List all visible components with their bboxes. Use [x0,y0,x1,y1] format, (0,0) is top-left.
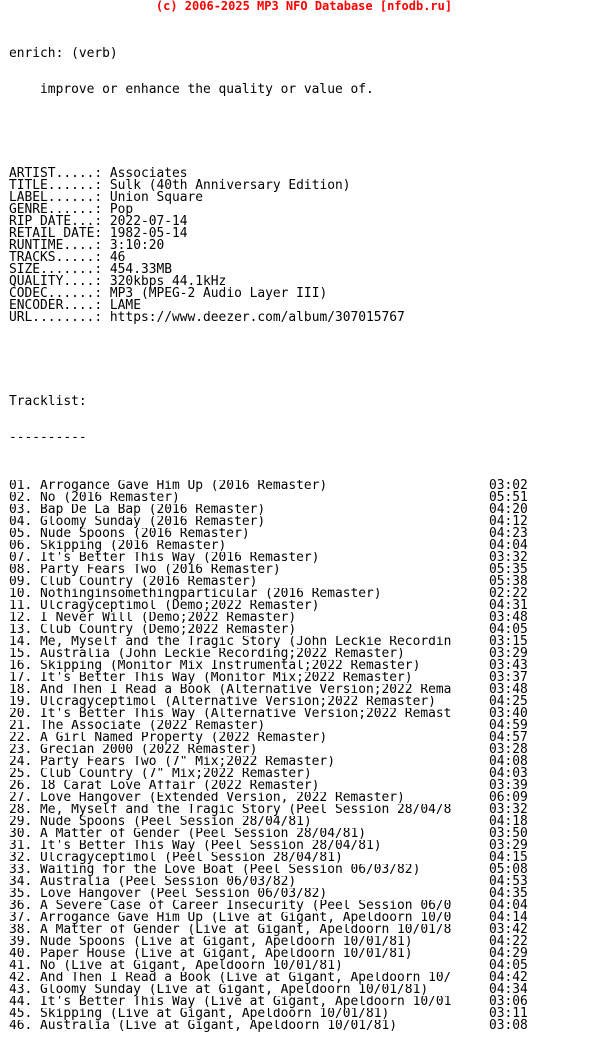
tag-value: LAME [109,298,141,313]
track-duration: 03:42 [489,922,528,937]
tag-key: TITLE......: [9,178,110,193]
track-title: 25. Club Country (7" Mix;2022 Remaster) [9,768,312,780]
tag-key: SIZE.......: [9,262,110,277]
track-duration: 04:08 [489,754,528,769]
tag-key: GENRE......: [9,202,110,217]
track-row [9,540,529,552]
track-title: 12. I Never Will (Demo;2022 Remaster) [9,612,297,624]
track-duration: 03:43 [489,658,528,673]
tag-value: https://www.deezer.com/album/307015767 [109,310,405,325]
track-row [9,504,529,516]
track-duration: 06:09 [489,790,528,805]
track-title: 23. Grecian 2000 (2022 Remaster) [9,744,258,756]
track-row [9,972,529,984]
track-title: 36. A Severe Case of Career Insecurity (Peel Session 06/0 [9,900,452,912]
track-row [9,816,529,828]
track-title: 09. Club Country (2016 Remaster) [9,576,258,588]
track-duration: 04:12 [489,514,528,529]
tag-value: Union Square [109,190,204,205]
track-title: 43. Gloomy Sunday (Live at Gigant, Apeldoorn 10/01/81) [9,984,429,996]
track-duration: 03:08 [489,1018,528,1033]
track-duration: 03:50 [489,826,528,841]
track-title: 22. A Girl Named Property (2022 Remaster) [9,732,328,744]
track-duration: 05:08 [489,862,528,877]
tag-key: RIP DATE...: [9,214,110,229]
spacer [9,120,529,132]
track-row [9,708,529,720]
track-title: 05. Nude Spoons (2016 Remaster) [9,528,250,540]
track-duration: 04:57 [489,730,528,745]
site-credit-header: (c) 2006-2025 MP3 NFO Database [nfodb.ru] [155,0,453,13]
track-title: 42. And Then I Read a Book (Live at Gigant, Apeldoorn 10/ [9,972,452,984]
track-row [9,732,529,744]
track-duration: 03:11 [489,1006,528,1021]
track-row [9,888,529,900]
track-duration: 04:14 [489,910,528,925]
track-row [9,936,529,948]
track-row [9,792,529,804]
track-title: 32. Ulcragyceptimol (Peel Session 28/04/81) [9,852,343,864]
track-row [9,636,529,648]
track-title: 15. Australia (John Leckie Recording;2022 Remaster) [9,648,405,660]
track-duration: 05:51 [489,490,528,505]
track-duration: 04:15 [489,850,528,865]
tag-key: RUNTIME....: [9,238,110,253]
tag-value: 1982-05-14 [109,226,188,241]
track-title: 04. Gloomy Sunday (2016 Remaster) [9,516,266,528]
tag-value: 3:10:20 [109,238,165,253]
track-row [9,744,529,756]
track-row [9,828,529,840]
track-row [9,852,529,864]
release-tags [9,168,529,324]
track-title: 21. The Associate (2022 Remaster) [9,720,266,732]
track-title: 17. It's Better This Way (Monitor Mix;2022 Remaster) [9,672,413,684]
track-title: 27. Love Hangover (Extended Version, 2022 Remaster) [9,792,405,804]
track-row [9,912,529,924]
track-duration: 04:18 [489,814,528,829]
track-title: 38. A Matter of Gender (Live at Gigant, Apeldoorn 10/01/8 [9,924,452,936]
track-row [9,648,529,660]
track-duration: 03:40 [489,706,528,721]
track-row [9,528,529,540]
track-title: 13. Club Country (Demo;2022 Remaster) [9,624,297,636]
track-duration: 03:39 [489,778,528,793]
track-title: 33. Waiting for the Love Boat (Peel Session 06/03/82) [9,864,421,876]
track-duration: 04:35 [489,886,528,901]
track-title: 24. Party Fears Two (7" Mix;2022 Remaster) [9,756,335,768]
track-row [9,696,529,708]
tag-value: MP3 (MPEG-2 Audio Layer III) [109,286,328,301]
track-row [9,768,529,780]
track-row [9,900,529,912]
tag-row [9,312,529,324]
track-title: 46. Australia (Live at Gigant, Apeldoorn 10/01/81) [9,1020,398,1032]
track-duration: 04:53 [489,874,528,889]
track-duration: 03:32 [489,802,528,817]
track-duration: 04:25 [489,694,528,709]
track-title: 41. No (Live at Gigant, Apeldoorn 10/01/81) [9,960,343,972]
track-title: 20. It's Better This Way (Alternative Version;2022 Remast [9,708,452,720]
track-row [9,984,529,996]
track-title: 01. Arrogance Gave Him Up (2016 Remaster) [9,480,328,492]
track-duration: 03:28 [489,742,528,757]
track-row [9,840,529,852]
track-duration: 03:37 [489,670,528,685]
track-row [9,996,529,1008]
track-row [9,480,529,492]
track-duration: 04:05 [489,622,528,637]
track-duration: 03:32 [489,550,528,565]
track-row [9,876,529,888]
track-duration: 03:29 [489,646,528,661]
track-title: 39. Nude Spoons (Live at Gigant, Apeldoorn 10/01/81) [9,936,413,948]
tag-key: LABEL......: [9,190,110,205]
track-row [9,804,529,816]
nfo-text [9,24,529,1044]
tag-key: TRACKS.....: [9,250,110,265]
track-row [9,492,529,504]
track-title: 11. Ulcragyceptimol (Demo;2022 Remaster) [9,600,320,612]
tracklist-underline: ---------- [9,430,87,445]
tag-value: Associates [109,166,188,181]
track-row [9,612,529,624]
track-title: 35. Love Hangover (Peel Session 06/03/82) [9,888,328,900]
track-row [9,960,529,972]
track-row [9,552,529,564]
track-title: 45. Skipping (Live at Gigant, Apeldoorn 10/01/81) [9,1008,390,1020]
track-duration: 03:48 [489,610,528,625]
track-row [9,576,529,588]
track-duration: 02:22 [489,586,528,601]
track-duration: 04:31 [489,598,528,613]
track-title: 06. Skipping (2016 Remaster) [9,540,227,552]
track-title: 16. Skipping (Monitor Mix Instrumental;2022 Remaster) [9,660,421,672]
track-duration: 04:20 [489,502,528,517]
track-title: 18. And Then I Read a Book (Alternative Version;2022 Rema [9,684,452,696]
tag-key: QUALITY....: [9,274,110,289]
tag-value: 46 [109,250,126,265]
track-row [9,924,529,936]
track-title: 19. Ulcragyceptimol (Alternative Version;2022 Remaster) [9,696,436,708]
tag-value: Sulk (40th Anniversary Edition) [109,178,351,193]
track-row [9,720,529,732]
track-duration: 04:23 [489,526,528,541]
tracklist [9,480,529,1032]
track-row [9,588,529,600]
track-duration: 03:06 [489,994,528,1009]
track-title: 31. It's Better This Way (Peel Session 28/04/81) [9,840,382,852]
track-row [9,1008,529,1020]
tag-value: 2022-07-14 [109,214,188,229]
track-title: 03. Bap De La Bap (2016 Remaster) [9,504,266,516]
track-duration: 04:03 [489,766,528,781]
track-title: 28. Me, Myself and the Tragic Story (Peel Session 28/04/8 [9,804,452,816]
track-duration: 03:15 [489,634,528,649]
track-title: 30. A Matter of Gender (Peel Session 28/04/81) [9,828,366,840]
track-row [9,864,529,876]
track-title: 37. Arrogance Gave Him Up (Live at Gigant, Apeldoorn 10/0 [9,912,452,924]
track-title: 10. Nothinginsomethingparticular (2016 Remaster) [9,588,382,600]
track-row [9,948,529,960]
track-duration: 04:42 [489,970,528,985]
track-row [9,756,529,768]
track-row [9,564,529,576]
track-duration: 04:22 [489,934,528,949]
track-duration: 04:59 [489,718,528,733]
track-title: 40. Paper House (Live at Gigant, Apeldoorn 10/01/81) [9,948,413,960]
tag-value: 454.33MB [109,262,172,277]
tracklist-heading: Tracklist: [9,394,87,409]
track-row [9,660,529,672]
track-row [9,684,529,696]
definition-meaning: improve or enhance the quality or value of. [9,82,374,97]
track-title: 29. Nude Spoons (Peel Session 28/04/81) [9,816,312,828]
tag-key: ARTIST.....: [9,166,110,181]
tag-key: ENCODER....: [9,298,110,313]
track-duration: 05:38 [489,574,528,589]
track-row [9,600,529,612]
track-title: 34. Australia (Peel Session 06/03/82) [9,876,297,888]
track-row [9,780,529,792]
spacer [9,360,529,372]
tag-key: URL........: [9,310,110,325]
track-row [9,624,529,636]
track-title: 14. Me, Myself and the Tragic Story (John Leckie Recordin [9,636,452,648]
tag-value: Pop [109,202,134,217]
track-duration: 04:34 [489,982,528,997]
track-duration: 04:04 [489,898,528,913]
track-row [9,1020,529,1032]
tag-key: RETAIL DATE: [9,226,110,241]
track-title: 44. It's Better This Way (Live at Gigant, Apeldoorn 10/01 [9,996,452,1008]
track-title: 08. Party Fears Two (2016 Remaster) [9,564,281,576]
track-duration: 03:02 [489,478,528,493]
tag-value: 320kbps 44.1kHz [109,274,227,289]
track-duration: 04:29 [489,946,528,961]
track-title: 07. It's Better This Way (2016 Remaster) [9,552,320,564]
track-duration: 03:48 [489,682,528,697]
track-duration: 04:05 [489,958,528,973]
track-title: 26. 18 Carat Love Affair (2022 Remaster) [9,780,320,792]
track-row [9,672,529,684]
track-title: 02. No (2016 Remaster) [9,492,180,504]
track-row [9,516,529,528]
track-duration: 03:29 [489,838,528,853]
tag-key: CODEC......: [9,286,110,301]
track-duration: 05:35 [489,562,528,577]
track-duration: 04:04 [489,538,528,553]
definition-word: enrich: (verb) [9,46,118,61]
